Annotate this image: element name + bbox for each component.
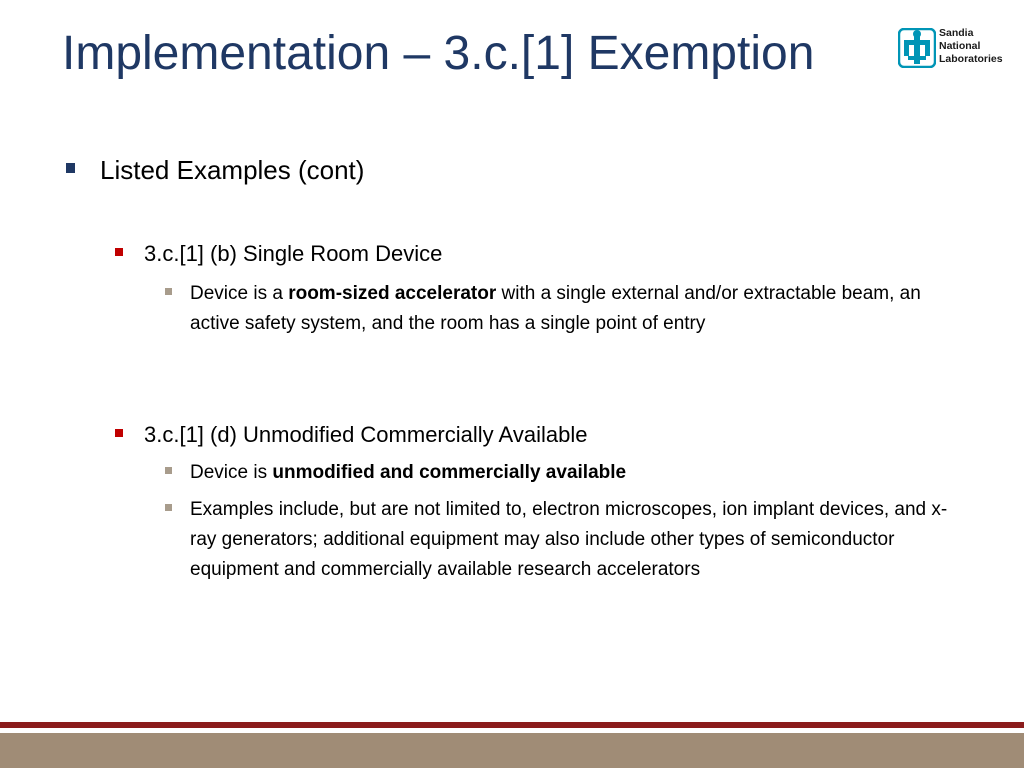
detail-prefix: Device is a	[190, 283, 289, 304]
bullet-single-room-device	[144, 239, 964, 269]
logo-line-1: Sandia	[939, 27, 974, 39]
bullet-text: 3.c.[1] (d) Unmodified Commercially Available	[144, 422, 588, 447]
logo-line-3: Laboratories	[939, 53, 1003, 65]
square-bullet-icon	[115, 429, 123, 437]
bullet-examples-detail	[190, 495, 950, 585]
logo-line-2: National	[939, 40, 981, 52]
bullet-unmodified-commercial	[144, 420, 964, 450]
bullet-text: Listed Examples (cont)	[100, 155, 365, 185]
square-bullet-icon	[165, 504, 172, 511]
slide-title: Implementation – 3.c.[1] Exemption	[62, 27, 815, 80]
sandia-thunderbird-logo-icon	[898, 28, 936, 68]
detail-emphasis: room-sized accelerator	[288, 283, 497, 304]
detail-text: Examples include, but are not limited to, electron microscopes, ion implant devices, and x-ray generators; additional equipment may also include other types of semiconductor equipment and commercially available research accelerators	[190, 499, 948, 580]
bullet-room-sized-detail	[190, 279, 950, 339]
footer-divider	[0, 722, 1024, 728]
detail-suffix: with a single external and/or extractable beam, an active safety system, and the room has a single point of entry	[190, 283, 921, 334]
detail-prefix: Device is	[190, 462, 273, 483]
square-bullet-icon	[165, 467, 172, 474]
bullet-unmodified-detail	[190, 458, 950, 488]
footer-band	[0, 733, 1024, 768]
detail-emphasis: unmodified and commercially available	[272, 462, 627, 483]
bullet-listed-examples	[100, 153, 980, 187]
square-bullet-icon	[115, 248, 123, 256]
square-bullet-icon	[165, 288, 172, 295]
square-bullet-icon	[66, 163, 75, 173]
bullet-text: 3.c.[1] (b) Single Room Device	[144, 241, 443, 266]
sandia-logo	[898, 26, 1008, 72]
logo-wordmark	[939, 27, 1003, 66]
